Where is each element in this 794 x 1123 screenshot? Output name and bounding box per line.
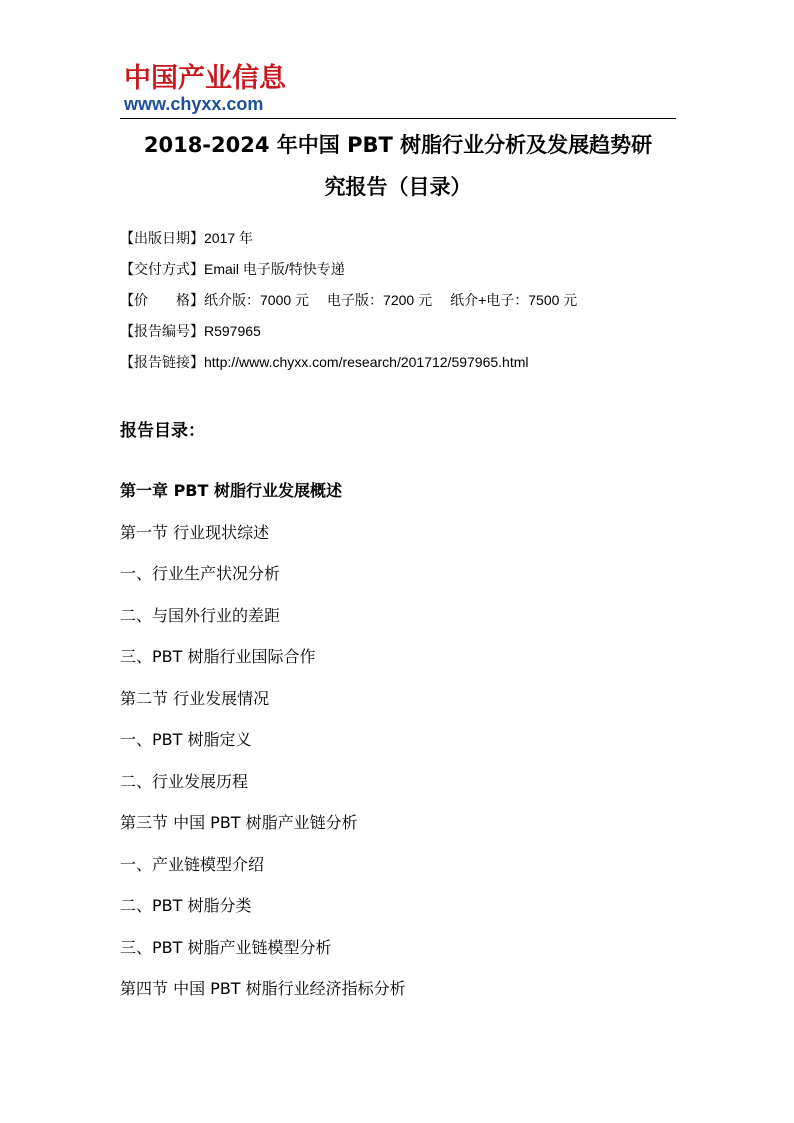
meta-publish-date	[120, 226, 680, 257]
toc-section: 第一节 行业现状综述	[120, 522, 270, 542]
report-title-line-1: 2018-2024 年中国 PBT 树脂行业分析及发展趋势研	[143, 133, 653, 157]
meta-report-id-value: R597965	[204, 323, 261, 339]
logo-site-url: www.chyxx.com	[124, 94, 264, 114]
table-of-contents	[120, 478, 680, 1018]
toc-heading: 报告目录：	[120, 421, 205, 441]
toc-item: 二、行业发展历程	[120, 771, 249, 791]
toc-item: 一、行业生产状况分析	[120, 564, 281, 583]
toc-item: 三、PBT 树脂产业链模型分析	[120, 937, 332, 957]
toc-section: 第二节 行业发展情况	[120, 688, 270, 708]
price-combo: 纸介+电子：7500 元	[450, 292, 578, 308]
toc-item: 三、PBT 树脂行业国际合作	[120, 647, 316, 666]
toc-section: 第四节 中国 PBT 树脂行业经济指标分析	[120, 979, 406, 998]
meta-publish-date-label: 【出版日期】	[120, 231, 204, 247]
toc-item: 一、产业链模型介绍	[120, 854, 265, 874]
toc-item: 一、PBT 树脂定义	[120, 730, 252, 749]
price-paper: 纸介版：7000 元	[204, 292, 310, 308]
toc-section: 第三节 中国 PBT 树脂产业链分析	[120, 813, 358, 832]
report-link[interactable]: http://www.chyxx.com/research/201712/597965.html	[204, 354, 529, 370]
meta-report-link	[120, 350, 680, 381]
header-divider	[120, 118, 676, 119]
meta-price-label: 【价 格】	[120, 293, 204, 309]
logo-brand-name: 中国产业信息	[124, 63, 286, 94]
meta-report-id	[120, 319, 680, 350]
toc-item: 二、与国外行业的差距	[120, 605, 281, 625]
meta-delivery	[120, 257, 680, 288]
toc-item: 二、PBT 树脂分类	[120, 896, 252, 915]
report-title-line-2: 究报告（目录）	[324, 175, 472, 199]
meta-publish-date-value: 2017 年	[204, 230, 254, 246]
price-electronic: 电子版：7200 元	[327, 292, 433, 308]
meta-delivery-label: 【交付方式】	[120, 262, 204, 278]
report-title	[120, 124, 676, 208]
meta-report-link-label: 【报告链接】	[120, 355, 204, 371]
meta-report-id-label: 【报告编号】	[120, 324, 204, 340]
report-metadata	[120, 226, 680, 381]
meta-delivery-value: Email 电子版/特快专递	[204, 261, 345, 277]
site-logo	[124, 64, 304, 118]
toc-chapter: 第一章 PBT 树脂行业发展概述	[120, 481, 342, 500]
meta-price	[120, 288, 680, 319]
